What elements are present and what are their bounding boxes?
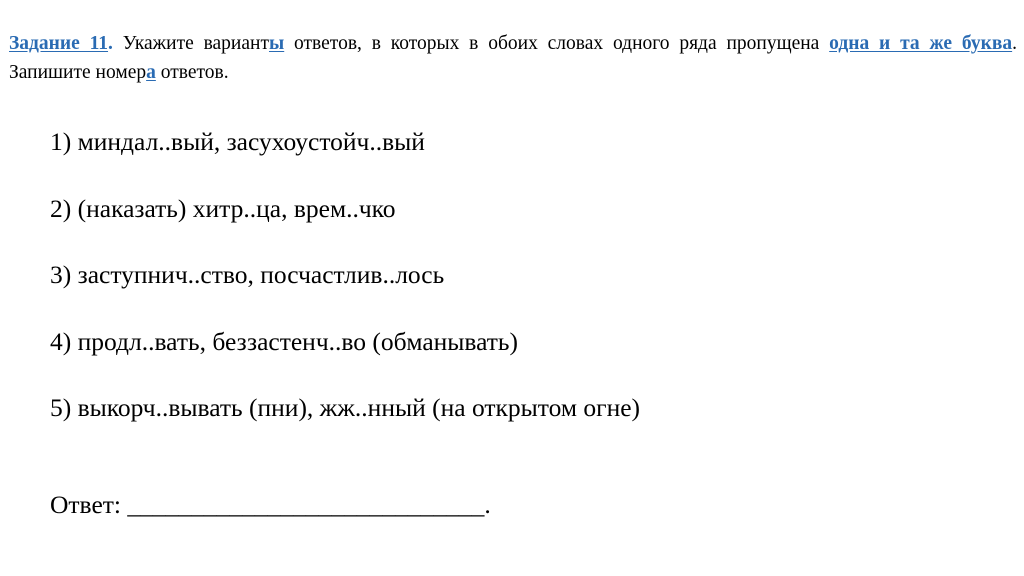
task-statement xyxy=(9,29,1017,87)
task-text-part-2: ответов, в которых в обоих словах одного ряда пропущена xyxy=(284,33,830,54)
answer-option-2: 2) (наказать) хитр..ца, врем..чко xyxy=(50,193,396,223)
answer-options-list xyxy=(50,127,640,460)
answer-blank-field[interactable]: ____________________________ xyxy=(127,490,485,519)
task-number-label[interactable]: Задание 11 xyxy=(9,33,109,54)
answer-option-5: 5) выкорч..вывать (пни), жж..нный (на открытом огне) xyxy=(50,393,641,422)
answer-option-4: 4) продл..вать, беззастенч..во (обманывать) xyxy=(50,326,519,356)
answer-label: Ответ: xyxy=(50,490,121,519)
task-text-part-1: Укажите вариант xyxy=(112,33,269,54)
task-number-dot: . xyxy=(108,33,113,54)
task-text-part-3: . Запишите номер xyxy=(9,33,1017,83)
task-emphasis-plural-ending: ы xyxy=(268,33,285,54)
task-text-part-4: ответов. xyxy=(155,62,229,83)
answer-end-period: . xyxy=(484,490,491,519)
task-emphasis-plural-numbers: а xyxy=(146,62,156,83)
answer-option-3: 3) заступнич..ство, посчастлив..лось xyxy=(50,260,445,289)
answer-option-1: 1) миндал..вый, засухоустойч..вый xyxy=(50,127,425,156)
task-emphasis-same-letter: одна и та же буква xyxy=(829,33,1013,54)
answer-row xyxy=(50,490,491,520)
